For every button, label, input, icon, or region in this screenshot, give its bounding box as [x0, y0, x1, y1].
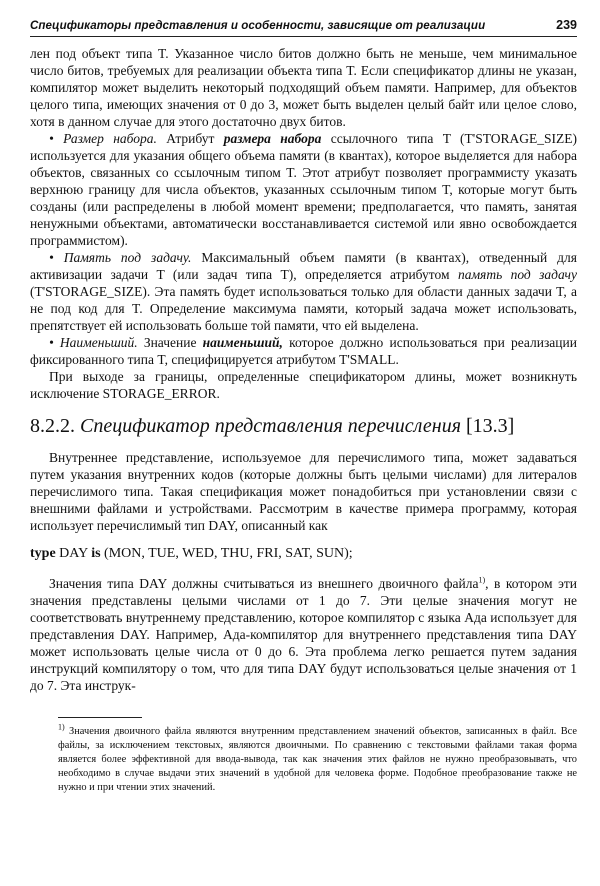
code-type-declaration	[30, 545, 577, 563]
item-smallest-term: наименьший,	[202, 335, 283, 350]
page-header	[30, 18, 577, 37]
running-title: Спецификаторы представления и особенности, зависящие от реализации	[30, 19, 486, 32]
item-smallest-text2: которое должно использоваться при реализации фиксированного типа T, специфицируется атрибутом T'SMALL.	[30, 335, 577, 367]
item-smallest-text1: Значение	[137, 335, 203, 350]
footnote-divider	[58, 717, 142, 718]
item-task-memory-text1: Максимальный объем памяти (в квантах), отведенный для активизации задачи T (или задач типа T), определяется атрибутом	[30, 250, 577, 282]
footnote-mark: 1)	[58, 722, 65, 732]
section-reference: [13.3]	[466, 415, 515, 437]
item-task-memory	[30, 249, 577, 334]
paragraph-storage-error: При выходе за границы, определенные спецификатором длины, может возникнуть исключение STORAGE_ERROR.	[30, 369, 577, 401]
page-number: 239	[556, 18, 577, 32]
paragraph-length-spec: лен под объект типа T. Указанное число битов должно быть не меньше, чем минимальное число битов, требуемых для реализации объекта типа T. Если спецификатор длины не указан, компилятор может выделить некоторый подходящий объем памяти. Например, для объектов целого типа, имеющих значения от 0 до 3, может быть выделен целый байт или целое слово, хотя в данном случае для этого достаточно двух битов.	[30, 46, 577, 129]
paragraph-enum-intro: Внутреннее представление, используемое для перечислимого типа, может задаваться путем указания внутренних кодов (которые должны быть целыми числами) для литералов перечислимого типа. Такая спецификация может понадобиться при установлении связи с внешними файлами и устройствами. Рассмотрим в качестве примера программу, которая использует перечислимый тип DAY, описанный как	[30, 450, 577, 533]
code-type-name: DAY	[59, 546, 88, 561]
code-type-values: (MON, TUE, WED, THU, FRI, SAT, SUN);	[104, 546, 353, 561]
item-task-memory-lead: • Память под задачу.	[49, 250, 192, 265]
section-name: Спецификатор представления перечисления	[80, 415, 461, 437]
paragraph-day-text1: Значения типа DAY должны считываться из внешнего двоичного файла	[49, 576, 479, 591]
footnote	[58, 722, 577, 795]
item-storage-size-term: размера набора	[223, 131, 322, 146]
item-task-memory-text2: (T'STORAGE_SIZE). Эта память будет использоваться только для области данных задачи T, а не под код для T. Определение максимума памяти, который задача может использовать, препятствует ей использовать больше той памяти, что ей выделена.	[30, 284, 577, 333]
section-number: 8.2.2.	[30, 415, 75, 437]
footnote-text: Значения двоичного файла являются внутренним представлением значений объектов, записанных в файл. Все файлы, за исключением текстовых, являются двоичными. По сравнению с текстовыми файлами такая форма является более эффективной для ввода-вывода, так как значения этих файлов не нужно преобразовывать, что необходимо в случае выдачи этих значений в удобной для человека форме. Подобное преобразование также не нужно и при чтении этих значений.	[58, 726, 577, 793]
paragraph-day-values	[30, 575, 577, 694]
item-storage-size-lead: • Размер набора.	[49, 131, 157, 146]
code-keyword-type: type	[30, 546, 56, 561]
paragraph-day-text2: , в котором эти значения представлены целыми числами от 1 до 7. Эти целые значения могут не соответствовать внутреннему представлению, которое компилятор с языка Ада использует для представления DAY. Например, Ада-компилятор для внутреннего представления типа DAY может использовать целые числа от 0 до 6. Эта проблема легко решается путем задания инструкций компилятору о том, что для типа DAY будут использоваться целые значения от 1 до 7. Эта инструк-	[30, 576, 577, 693]
footnote-reference: 1)	[478, 575, 486, 585]
section-heading	[30, 414, 577, 438]
item-smallest-lead: • Наименьший.	[49, 335, 138, 350]
item-storage-size	[30, 130, 577, 249]
item-storage-size-text1: Атрибут	[156, 131, 224, 146]
item-storage-size-text2: ссылочного типа T (T'STORAGE_SIZE) используется для указания общего объема памяти (в квантах), которое выделяется для набора объектов, связанных со ссылочным типом T. Этот атрибут позволяет программисту указать верхнюю границу для числа объектов, указанных ссылочным типом T, которые могут быть созданы (или распределены в любой момент времени; предполагается, что память, занятая ненужными объектами, автоматически восстанавливается системой или явно освобождается программистом).	[30, 131, 577, 248]
code-keyword-is: is	[91, 546, 101, 561]
item-task-memory-term: память под задачу	[457, 267, 577, 282]
item-smallest	[30, 334, 577, 368]
